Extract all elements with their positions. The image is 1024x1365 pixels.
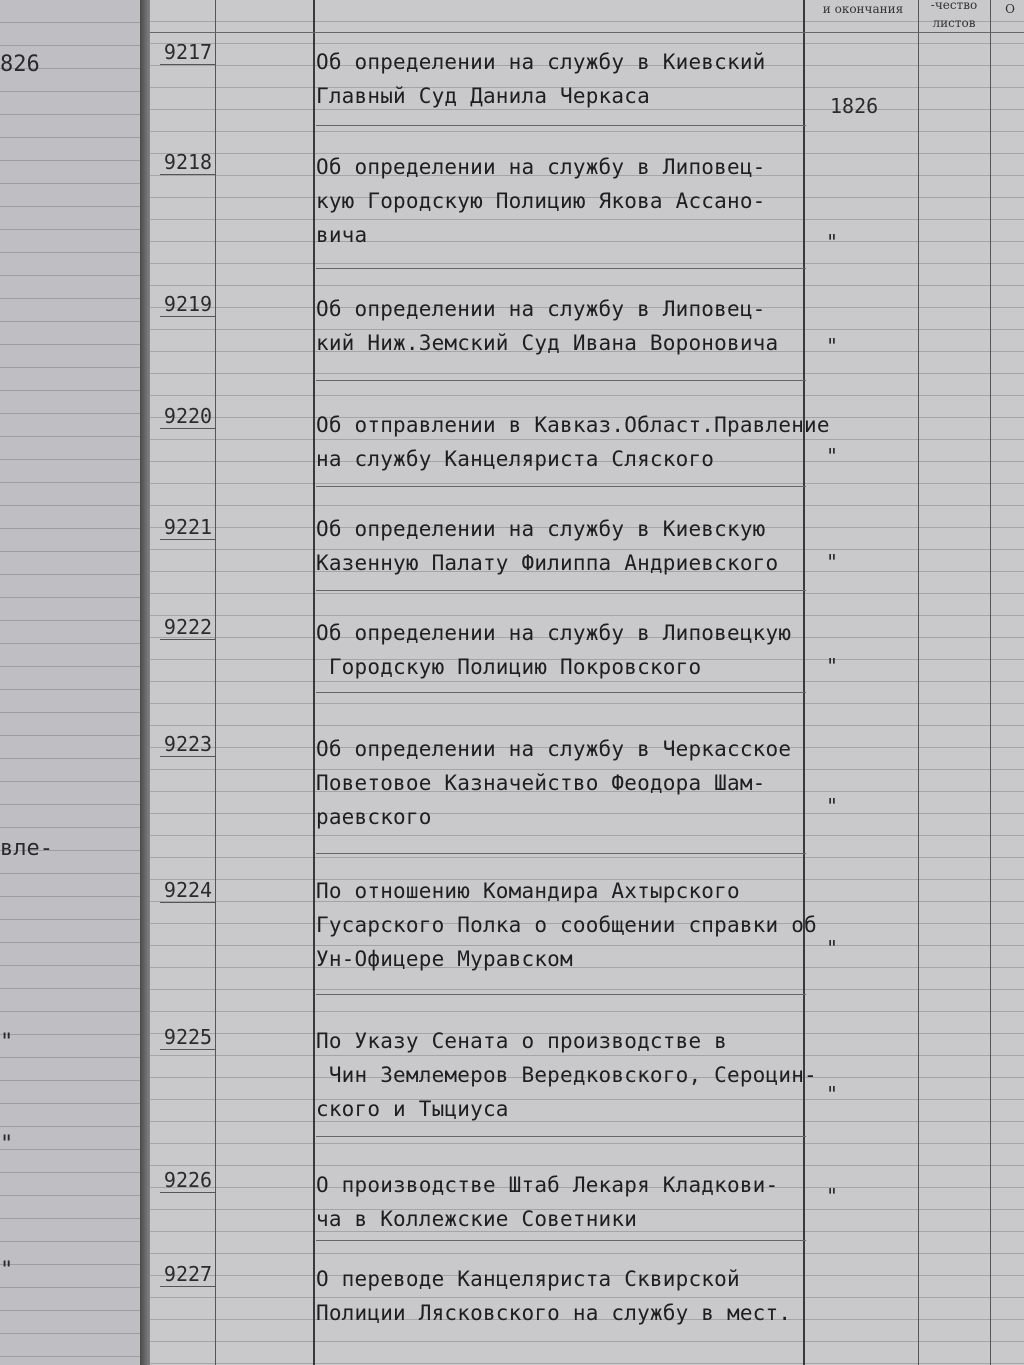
- entry-number: 9218: [160, 150, 216, 175]
- entry-description-line: вича: [316, 223, 368, 247]
- entry-separator-rule: [316, 590, 806, 591]
- entry-number: 9220: [160, 404, 216, 429]
- entry-description-line: на службу Канцеляриста Сляского: [316, 447, 715, 471]
- column-rule: [313, 0, 315, 1365]
- prev-page-fragment: 826: [0, 52, 40, 77]
- entry-description-line: ского и Тыциуса: [316, 1097, 509, 1121]
- entry-date: ": [826, 936, 839, 960]
- previous-page: [0, 0, 150, 1365]
- entry-description: [316, 512, 856, 580]
- entry-description-line: Об отправлении в Кавказ.Област.Правление: [316, 413, 830, 437]
- entry-description: [316, 292, 856, 360]
- entry-description-line: Об определении на службу в Киевский: [316, 50, 766, 74]
- header-sheets-column: [920, 0, 988, 32]
- header-sheets-line: листов: [932, 16, 976, 30]
- entry-number: 9219: [160, 292, 216, 317]
- entry-description-line: О переводе Канцеляриста Сквирской: [316, 1267, 740, 1291]
- entry-date: ": [826, 550, 839, 574]
- entry-description-line: кий Ниж.Земский Суд Ивана Вороновича: [316, 331, 779, 355]
- entry-number: 9217: [160, 40, 216, 65]
- entry-description-line: Об определении на службу в Черкасское: [316, 737, 792, 761]
- prev-page-fragment: ": [0, 1030, 14, 1055]
- entry-separator-rule: [316, 486, 806, 487]
- entry-date: ": [826, 1082, 839, 1106]
- header-sheets-line: -чество: [930, 0, 978, 12]
- header-date-column: и окончания: [822, 2, 904, 16]
- entry-description: [316, 1024, 856, 1126]
- column-rule: [990, 0, 991, 1365]
- entry-description-line: По Указу Сената о производстве в: [316, 1029, 727, 1053]
- entry-separator-rule: [316, 853, 806, 854]
- entry-number: 9222: [160, 615, 216, 640]
- entry-separator-rule: [316, 1240, 806, 1241]
- entry-number: 9221: [160, 515, 216, 540]
- prev-page-fragment: ": [0, 1132, 14, 1157]
- entry-description-line: Чин Землемеров Вередковского, Сероцин-: [316, 1063, 817, 1087]
- entry-description-line: Об определении на службу в Киевскую: [316, 517, 766, 541]
- prev-page-fragment: вле-: [0, 836, 53, 861]
- entry-description-line: Об определении на службу в Липовецкую: [316, 621, 792, 645]
- entry-description: [316, 874, 856, 976]
- entry-date: ": [826, 654, 839, 678]
- entry-description-line: Поветовое Казначейство Феодора Шам-: [316, 771, 766, 795]
- header-rule: [150, 32, 1024, 33]
- entry-separator-rule: [316, 994, 806, 995]
- entry-description-line: По отношению Командира Ахтырского: [316, 879, 740, 903]
- entry-description-line: Ун-Офицере Муравском: [316, 947, 573, 971]
- entry-separator-rule: [316, 125, 806, 126]
- entry-separator-rule: [316, 692, 806, 693]
- entry-description-line: Казенную Палату Филиппа Андриевского: [316, 551, 779, 575]
- entry-number: 9225: [160, 1025, 216, 1050]
- entry-description: [316, 408, 856, 476]
- entry-date: 1826: [830, 94, 879, 118]
- column-rule: [215, 0, 216, 1365]
- entry-description-line: ча в Коллежские Советники: [316, 1207, 638, 1231]
- entry-number: 9227: [160, 1262, 216, 1287]
- entry-date: ": [826, 794, 839, 818]
- entry-description: [316, 1262, 856, 1330]
- entry-description-line: Полиции Лясковского на службу в мест.: [316, 1301, 792, 1325]
- prev-page-fragment: ": [0, 1258, 14, 1283]
- entry-date: ": [826, 444, 839, 468]
- entry-number: 9224: [160, 878, 216, 903]
- entry-description-line: Гусарского Полка о сообщении справки об: [316, 913, 817, 937]
- entry-description-line: О производстве Штаб Лекаря Кладкови-: [316, 1173, 779, 1197]
- entry-description-line: Об определении на службу в Липовец-: [316, 297, 766, 321]
- entry-number: 9226: [160, 1168, 216, 1193]
- column-rule: [918, 0, 919, 1365]
- entry-date: ": [826, 334, 839, 358]
- entry-description: [316, 45, 856, 113]
- entry-date: ": [826, 1184, 839, 1208]
- entry-separator-rule: [316, 380, 806, 381]
- entry-description: [316, 150, 856, 252]
- entry-description-line: Городскую Полицию Покровского: [316, 655, 702, 679]
- header-last-column: О: [1005, 2, 1015, 16]
- entry-description-line: раевского: [316, 805, 432, 829]
- entry-number: 9223: [160, 732, 216, 757]
- entry-description-line: кую Городскую Полицию Якова Ассано-: [316, 189, 766, 213]
- entry-description: [316, 1168, 856, 1236]
- entry-date: ": [826, 230, 839, 254]
- entry-separator-rule: [316, 1136, 806, 1137]
- entry-separator-rule: [316, 268, 806, 269]
- entry-description-line: Об определении на службу в Липовец-: [316, 155, 766, 179]
- entry-description-line: Главный Суд Данила Черкаса: [316, 84, 650, 108]
- entry-description: [316, 616, 856, 684]
- entry-description: [316, 732, 856, 834]
